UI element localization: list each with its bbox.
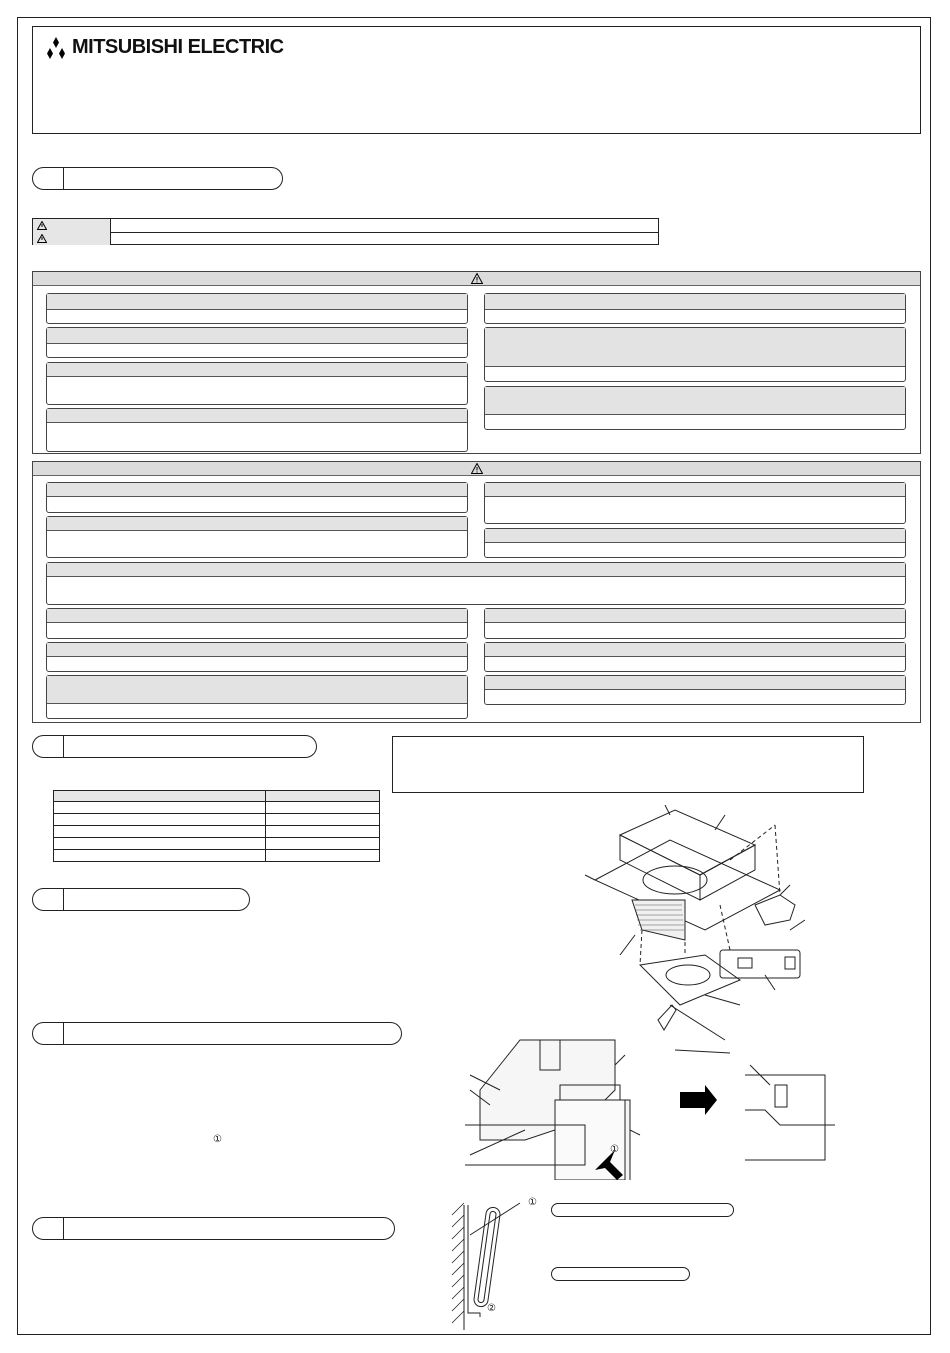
exploded-view-diagram bbox=[580, 805, 820, 1055]
legend-desc bbox=[111, 219, 658, 232]
caution-item bbox=[484, 528, 906, 558]
table-row bbox=[54, 814, 380, 826]
warning-item bbox=[46, 293, 468, 324]
parts-table bbox=[53, 790, 380, 862]
warning-triangle-icon bbox=[471, 273, 483, 284]
step-diagram bbox=[465, 1030, 845, 1180]
table-cell bbox=[266, 826, 380, 838]
table-row bbox=[54, 850, 380, 862]
caution-item bbox=[484, 675, 906, 705]
table-cell bbox=[54, 850, 266, 862]
section-3-heading bbox=[32, 888, 250, 911]
caution-item bbox=[484, 608, 906, 639]
warning-item bbox=[484, 327, 906, 382]
caution-panel-header bbox=[33, 462, 920, 476]
section-number bbox=[33, 168, 64, 189]
legend-desc bbox=[111, 232, 658, 245]
section-5-heading bbox=[32, 1217, 395, 1240]
table-row bbox=[54, 838, 380, 850]
table-cell bbox=[54, 814, 266, 826]
table-cell bbox=[266, 838, 380, 850]
warning-triangle-icon bbox=[37, 221, 47, 230]
warning-item bbox=[484, 293, 906, 324]
table-header-row bbox=[54, 791, 380, 802]
warning-item bbox=[46, 362, 468, 405]
table-cell bbox=[54, 802, 266, 814]
three-diamonds-logo-icon bbox=[44, 37, 68, 59]
step-2-marker: ② bbox=[487, 1303, 496, 1314]
warning-item bbox=[46, 327, 468, 358]
signal-word-legend bbox=[32, 218, 659, 245]
figure-label-a bbox=[551, 1203, 734, 1217]
note-box bbox=[392, 736, 864, 793]
figure-label-b bbox=[551, 1267, 690, 1281]
wall-bracket-diagram bbox=[450, 1195, 560, 1335]
warning-item bbox=[46, 408, 468, 452]
caution-item bbox=[484, 642, 906, 672]
caution-item bbox=[46, 482, 468, 513]
warning-triangle-icon bbox=[471, 463, 483, 474]
section-1-heading bbox=[32, 167, 283, 190]
caution-item bbox=[484, 482, 906, 524]
table-cell bbox=[266, 814, 380, 826]
caution-item bbox=[46, 608, 468, 639]
caution-item bbox=[46, 562, 906, 605]
table-cell bbox=[266, 850, 380, 862]
warning-triangle-icon bbox=[37, 234, 47, 243]
section-number bbox=[33, 1023, 64, 1044]
section-2-heading bbox=[32, 735, 317, 758]
table-row bbox=[54, 826, 380, 838]
legend-row-caution bbox=[33, 232, 658, 245]
legend-row-warning bbox=[33, 219, 658, 233]
warning-panel-header bbox=[33, 272, 920, 286]
step-1-marker: ① bbox=[610, 1144, 619, 1155]
caution-item bbox=[46, 642, 468, 672]
brand-name: MITSUBISHI ELECTRIC bbox=[72, 36, 284, 58]
brand-logo bbox=[44, 36, 284, 59]
step-1-marker: ① bbox=[213, 1134, 222, 1145]
table-cell bbox=[54, 838, 266, 850]
section-number bbox=[33, 736, 64, 757]
section-number bbox=[33, 889, 64, 910]
caution-item bbox=[46, 516, 468, 558]
table-row bbox=[54, 802, 380, 814]
warning-item bbox=[484, 386, 906, 430]
table-header-cell bbox=[266, 791, 380, 802]
table-header-cell bbox=[54, 791, 266, 802]
step-1-marker: ① bbox=[528, 1197, 537, 1208]
table-cell bbox=[266, 802, 380, 814]
section-number bbox=[33, 1218, 64, 1239]
table-cell bbox=[54, 826, 266, 838]
caution-item bbox=[46, 675, 468, 719]
section-4-heading bbox=[32, 1022, 402, 1045]
